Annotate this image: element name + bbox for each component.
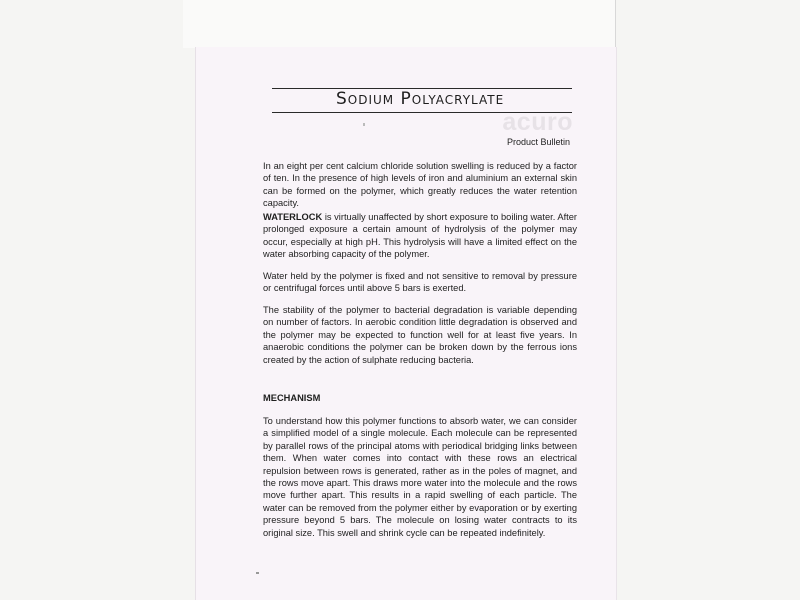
document-subtitle: Product Bulletin [506,137,570,147]
paragraph-stability: The stability of the polymer to bacterial degradation is variable depending on number of factors. In aerobic condition little degradation is observed and the polymer may be expected to function well for at least five years. In anaerobic conditions the polymer can be broken down by the ferrous ions created by the action of sulphate reducing bacteria. [263,305,577,365]
paragraph-mechanism: To understand how this polymer functions to absorb water, we can consider a simplified model of a single molecule. Each molecule can be represented by parallel rows of the principal atoms with periodical bridging links between them. When water comes into contact with these rows an electrical repulsion between rows is generated, rather as in the poles of magnet, and the rows move apart. This draws more water into the molecule and the rows move further apart. This results in a rapid swelling of each particle. The water can be removed from the polymer either by evaporation or by exerting pressure beyond 5 bars. The molecule on losing water contracts to its original size. This swell and shrink cycle can be repeated indefinitely. [263,416,577,538]
waterlock-term: WATERLOCK [263,212,323,222]
scan-speck [363,123,365,126]
paragraph-waterlock [263,211,577,261]
paragraph-water-held: Water held by the polymer is fixed and not sensitive to removal by pressure or centrifugal forces until above 5 bars is exerted. [263,271,577,294]
mechanism-heading: MECHANISM [263,393,321,403]
paragraph-swelling: In an eight per cent calcium chloride solution swelling is reduced by a factor of ten. In the presence of high levels of iron and aluminium an external skin can be formed on the polymer, which greatly reduces the water retention capacity. [263,161,577,209]
paragraph-waterlock-text: is virtually unaffected by short exposure to boiling water. After prolonged exposure a certain amount of hydrolysis of the polymer may occur, especially at high pH. This hydrolysis will have a limited effect on the water absorbing capacity of the polymer. [263,212,577,260]
back-sheet [183,0,616,48]
brand-watermark: acuro [502,108,573,136]
scan-speck [256,572,259,574]
document-title: Sodium Polyacrylate [336,89,505,109]
